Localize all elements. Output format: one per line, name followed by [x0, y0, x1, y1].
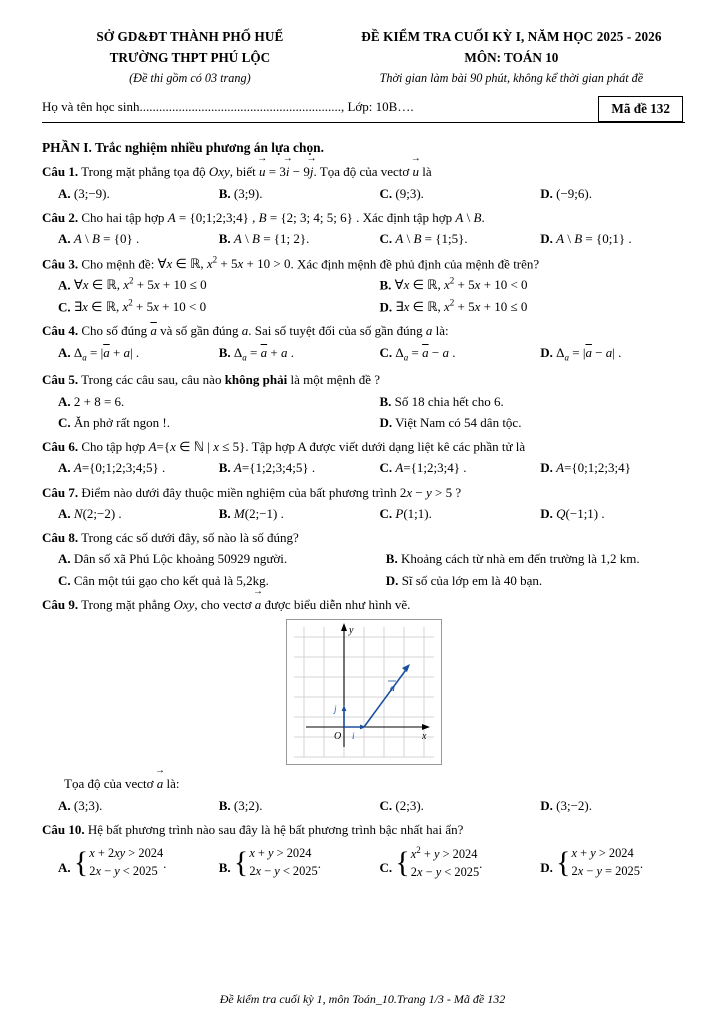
option-d[interactable]: D. A \ B = {0;1} . [540, 231, 632, 247]
option-c[interactable]: C. (9;3). [379, 185, 424, 201]
question-2-options [42, 230, 685, 247]
question-4-a-overline: $\overline{a}$ [150, 323, 157, 339]
question-7 [42, 484, 685, 523]
option-b[interactable]: B. ∀x ∈ ℝ, $x^2 + 5x + 10 < 0$ [379, 276, 528, 293]
question-9-figure [42, 619, 685, 765]
option-d[interactable]: D. Q(−1;1) . [540, 505, 605, 521]
question-3-stem: Cho mệnh đề: [81, 255, 155, 271]
question-4-stem-b: và số gần đúng [156, 323, 242, 339]
option-d-system: { x + y > 2024 2x − y = 2025 . [556, 846, 644, 880]
option-a-text: (3;3). [73, 797, 103, 813]
question-4-stem-c: . Sai số tuyệt đối của số gần đúng [248, 323, 426, 339]
question-6-options [42, 459, 685, 476]
question-2 [42, 209, 685, 248]
option-c[interactable]: C. { $x^2 + y > 2024$ 2x − y < 2025 . [364, 844, 525, 882]
option-c-text: (9;3). [395, 185, 424, 201]
option-b-text: (3;2). [233, 797, 263, 813]
option-b[interactable]: B. $\Delta_a = \overline{a} + a$ . [218, 344, 294, 363]
question-9-stem-c: được biểu diễn như hình vẽ. [261, 597, 411, 613]
option-c[interactable]: C. ∃x ∈ ℝ, $x^2 + 5x + 10 < 0$ [58, 297, 207, 315]
option-c-text: Cân một túi gạo cho kết quả là 5,2kg. [73, 572, 269, 588]
option-c[interactable]: C. A \ B = {1;5}. [379, 231, 468, 247]
coordinate-graph [286, 619, 442, 765]
option-c-text: P(1;1). [395, 505, 432, 521]
option-c-text: $\Delta_a = \overline{a} - a$ . [395, 344, 456, 363]
option-a[interactable]: A. A={0;1;2;3;4;5} . [58, 460, 166, 476]
option-b[interactable]: B. A={1;2;3;4;5} . [218, 460, 316, 476]
question-9-vector-a: a → [255, 596, 262, 613]
graph-y-label: y [348, 625, 353, 637]
question-9-sub-stem-a: Tọa độ của vectơ [64, 776, 157, 792]
option-d[interactable]: D. (3;−2). [540, 797, 592, 813]
question-6-label: Câu 6. [42, 439, 79, 455]
option-d-text: A \ B = {0;1} . [556, 231, 632, 247]
option-a[interactable]: A. { x + 2xy > 2024 2x − y < 2025 . [58, 846, 167, 880]
option-d-text: Việt Nam có 54 dân tộc. [395, 414, 522, 430]
option-d-text: (3;−2). [556, 797, 592, 813]
question-8-label: Câu 8. [42, 530, 79, 546]
option-c-text: A \ B = {1;5}. [395, 231, 468, 247]
option-c[interactable]: C. Cân một túi gạo cho kết quả là 5,2kg. [58, 572, 269, 588]
question-4-label: Câu 4. [42, 323, 79, 339]
option-a-text: N(2;−2) . [73, 505, 122, 521]
option-b-text: A={1;2;3;4;5} . [233, 460, 316, 476]
option-a-text: ∀x ∈ ℝ, $x^2 + 5x + 10 \le 0$ [73, 276, 207, 293]
question-6-stem-b: . Tập hợp A được viết dưới dạng liệt kê các phần tử là [245, 439, 526, 455]
question-3-label: Câu 3. [42, 255, 79, 271]
header-left [42, 28, 338, 86]
question-5-stem-a: Trong các câu sau, câu nào [81, 372, 225, 388]
option-c-text: ∃x ∈ ℝ, $x^2 + 5x + 10 < 0$ [73, 297, 207, 315]
page-footer: Đề kiểm tra cuối kỳ 1, môn Toán_10.Trang 1/3 - Mã đề 132 [219, 992, 506, 1007]
question-4-options [42, 344, 685, 365]
school-name: TRƯỜNG THPT PHÚ LỘC [109, 49, 271, 65]
question-1-label: Câu 1. [42, 164, 79, 180]
question-5-label: Câu 5. [42, 372, 79, 388]
question-4-stem-a: Cho số đúng [81, 323, 151, 339]
question-5-options-row1 [42, 393, 685, 410]
graph-origin-label: O [333, 731, 341, 743]
option-d[interactable]: D. A={0;1;2;3;4} [540, 460, 631, 476]
option-c[interactable]: C. Ăn phở rất ngon !. [58, 414, 170, 430]
question-8 [42, 529, 685, 589]
option-a-text: 2 + 8 = 6. [73, 393, 125, 409]
option-a[interactable]: A. ∀x ∈ ℝ, $x^2 + 5x + 10 \le 0$ [58, 276, 207, 293]
question-1-stem-post: . Tọa độ của vectơ [313, 164, 413, 180]
option-c-text: (2;3). [395, 797, 424, 813]
question-4 [42, 322, 685, 364]
question-7-stem-b: ? [452, 484, 462, 500]
question-5-options-row2 [42, 414, 685, 431]
question-6-formula: A={x ∈ ℕ | x ≤ 5} [148, 439, 246, 455]
question-5 [42, 371, 685, 431]
option-d[interactable]: D. ∃x ∈ ℝ, $x^2 + 5x + 10 \le 0$ [379, 297, 528, 315]
option-d-text: $\Delta_a = |\overline{a} - a|$ . [556, 344, 622, 363]
option-d[interactable]: D. Việt Nam có 54 dân tộc. [379, 414, 522, 430]
option-c[interactable]: C. A={1;2;3;4} . [379, 460, 467, 476]
question-8-stem: Trong các số dưới đây, số nào là số đúng? [81, 530, 299, 546]
option-b[interactable]: B. A \ B = {1; 2}. [218, 231, 310, 247]
question-2-stem: Cho hai tập hợp [81, 209, 165, 225]
question-1-vector-u: u → [413, 163, 420, 180]
option-a-text: (3;−9). [73, 185, 110, 201]
question-1-options [42, 185, 685, 202]
option-d[interactable]: D. (−9;6). [540, 185, 592, 201]
question-6-stem-a: Cho tập hợp [81, 439, 149, 455]
name-dots: .............................................................. [139, 99, 341, 115]
option-b[interactable]: B. M(2;−1) . [218, 505, 284, 521]
exam-subject: MÔN: TOÁN 10 [464, 49, 559, 65]
option-d-text: A={0;1;2;3;4} [556, 460, 631, 476]
question-5-stem-b: là một mệnh đề ? [287, 372, 380, 388]
option-b[interactable]: B. { x + y > 2024 2x − y < 2025 . [218, 846, 321, 880]
option-a-text: Dân số xã Phú Lộc khoảng 50929 người. [73, 551, 288, 567]
question-9-stem-a: Trong mặt phẳng [81, 597, 174, 613]
question-4-stem-d: là: [432, 323, 449, 339]
question-9-oxy: Oxy [173, 597, 195, 613]
option-c[interactable]: C. P(1;1). [379, 505, 432, 521]
option-b-text: $\Delta_a = \overline{a} + a$ . [233, 344, 294, 363]
option-c-text: A={1;2;3;4} . [395, 460, 467, 476]
question-9-sub-stem-b: là: [163, 776, 180, 792]
option-a[interactable]: A. $\Delta_a = |\overline{a} + a|$ . [58, 344, 140, 363]
question-3-options-row1 [42, 276, 685, 294]
student-name-label: Họ và tên học sinh [42, 99, 140, 115]
option-a-text: A={0;1;2;3;4;5} . [73, 460, 166, 476]
option-b-text: M(2;−1) . [233, 505, 284, 521]
graph-vector-label: a [389, 683, 395, 695]
question-10-label: Câu 10. [42, 821, 85, 837]
question-4-a: a [241, 323, 249, 339]
question-10-options [42, 844, 685, 882]
option-d[interactable]: D. Sĩ số của lớp em là 40 bạn. [385, 572, 543, 588]
option-c[interactable]: C. $\Delta_a = \overline{a} - a$ . [379, 344, 456, 363]
option-b[interactable]: B. Khoảng cách từ nhà em đến trường là 1,2 km. [385, 551, 640, 567]
option-c[interactable]: C. (2;3). [379, 797, 424, 813]
question-1 [42, 163, 685, 202]
question-1-stem-pre: Trong mặt phẳng tọa độ [81, 164, 209, 180]
document-header [42, 28, 685, 86]
option-d[interactable]: D. $\Delta_a = |\overline{a} - a|$ . [540, 344, 622, 363]
option-d[interactable]: D. { x + y > 2024 2x − y = 2025 . [540, 846, 644, 880]
question-9-options [42, 797, 685, 814]
question-1-stem-mid: , biết [229, 164, 260, 180]
option-a[interactable]: A. N(2;−2) . [58, 505, 122, 521]
option-c-system: { $x^2 + y > 2024$ 2x − y < 2025 . [395, 845, 483, 880]
option-a[interactable]: A. (3;3). [58, 797, 103, 813]
option-a[interactable]: A. A \ B = {0} . [58, 231, 140, 247]
exam-title: ĐỀ KIỂM TRA CUỐI KỲ I, NĂM HỌC 2025 - 2026 [361, 29, 662, 44]
header-right [338, 28, 685, 86]
question-10-stem: Hệ bất phương trình nào sau đây là hệ bất phương trình bậc nhất hai ẩn? [87, 821, 464, 837]
option-b-text: Khoảng cách từ nhà em đến trường là 1,2 km. [400, 551, 640, 567]
option-d-text: Q(−1;1) . [556, 505, 605, 521]
exam-time: Thời gian làm bài 90 phút, không kể thời gian phát đề [379, 71, 644, 86]
question-9-vector-a2: a → [157, 775, 164, 792]
question-1-formula: u → = 3i → − 9j → [259, 164, 313, 179]
question-7-options [42, 505, 685, 522]
graph-j-label: j [333, 704, 337, 715]
header-divider [42, 122, 685, 123]
option-a-text: $\Delta_a = |\overline{a} + a|$ . [73, 344, 140, 363]
question-10 [42, 821, 685, 882]
department-name: SỞ GD&ĐT THÀNH PHỐ HUẾ [96, 29, 284, 44]
question-5-stem-bold: không phải [224, 372, 288, 388]
question-9 [42, 596, 685, 814]
option-b-text: ∀x ∈ ℝ, $x^2 + 5x + 10 < 0$ [394, 276, 528, 293]
option-a[interactable]: A. 2 + 8 = 6. [58, 393, 125, 409]
class-label: , Lớp: 10B…. [340, 99, 414, 115]
option-b[interactable]: B. Số 18 chia hết cho 6. [379, 393, 504, 409]
graph-i-label: i [351, 731, 355, 742]
question-8-options-row1 [42, 550, 685, 567]
option-b[interactable]: B. (3;2). [218, 797, 263, 813]
question-7-label: Câu 7. [42, 484, 79, 500]
option-d-text: ∃x ∈ ℝ, $x^2 + 5x + 10 \le 0$ [395, 297, 528, 315]
question-3-options-row2 [42, 298, 685, 316]
question-3-stem-tail: . Xác định mệnh đề phủ định của mệnh đề trên? [290, 255, 540, 271]
question-3 [42, 255, 685, 316]
question-2-label: Câu 2. [42, 209, 79, 225]
graph-x-label: x [421, 731, 426, 743]
option-b-text: A \ B = {1; 2}. [233, 231, 310, 247]
pages-note: (Đề thi gồm có 03 trang) [129, 71, 251, 86]
option-a[interactable]: A. Dân số xã Phú Lộc khoảng 50929 người. [58, 551, 288, 567]
option-a-system: { x + 2xy > 2024 2x − y < 2025 . [73, 846, 167, 880]
question-1-oxy: Oxy [208, 164, 230, 180]
option-b-text: (3;9). [233, 185, 263, 201]
option-c-text: Ăn phở rất ngon !. [73, 414, 170, 430]
part-1-title: PHẦN I. Trắc nghiệm nhiều phương án lựa chọn. [42, 139, 324, 155]
option-a[interactable]: A. (3;−9). [58, 185, 110, 201]
option-d-text: Sĩ số của lớp em là 40 bạn. [401, 572, 543, 588]
question-7-stem-a: Điểm nào dưới đây thuộc miền nghiệm của bất phương trình [81, 484, 400, 500]
question-9-label: Câu 9. [42, 597, 79, 613]
option-a-text: A \ B = {0} . [73, 231, 140, 247]
option-b-system: { x + y > 2024 2x − y < 2025 . [233, 846, 321, 880]
question-4-a2: a [425, 323, 433, 339]
question-6 [42, 438, 685, 477]
question-1-stem-end: là [419, 164, 432, 180]
option-b-text: Số 18 chia hết cho 6. [394, 393, 504, 409]
question-7-formula: 2x − y > 5 [399, 484, 453, 500]
student-name-row [42, 98, 685, 115]
question-2-formula: A = {0;1;2;3;4} , B = {2; 3; 4; 5; 6} . Xác định tập hợp A \ B. [167, 209, 485, 225]
question-8-options-row2 [42, 572, 685, 589]
question-3-formula: ∀x ∈ ℝ, $x^2 + 5x + 10 > 0$ [157, 254, 291, 271]
exam-code-box: Mã đề 132 [598, 96, 683, 122]
option-d-text: (−9;6). [556, 185, 592, 201]
option-b[interactable]: B. (3;9). [218, 185, 263, 201]
question-9-stem-b: , cho vectơ [194, 597, 255, 613]
